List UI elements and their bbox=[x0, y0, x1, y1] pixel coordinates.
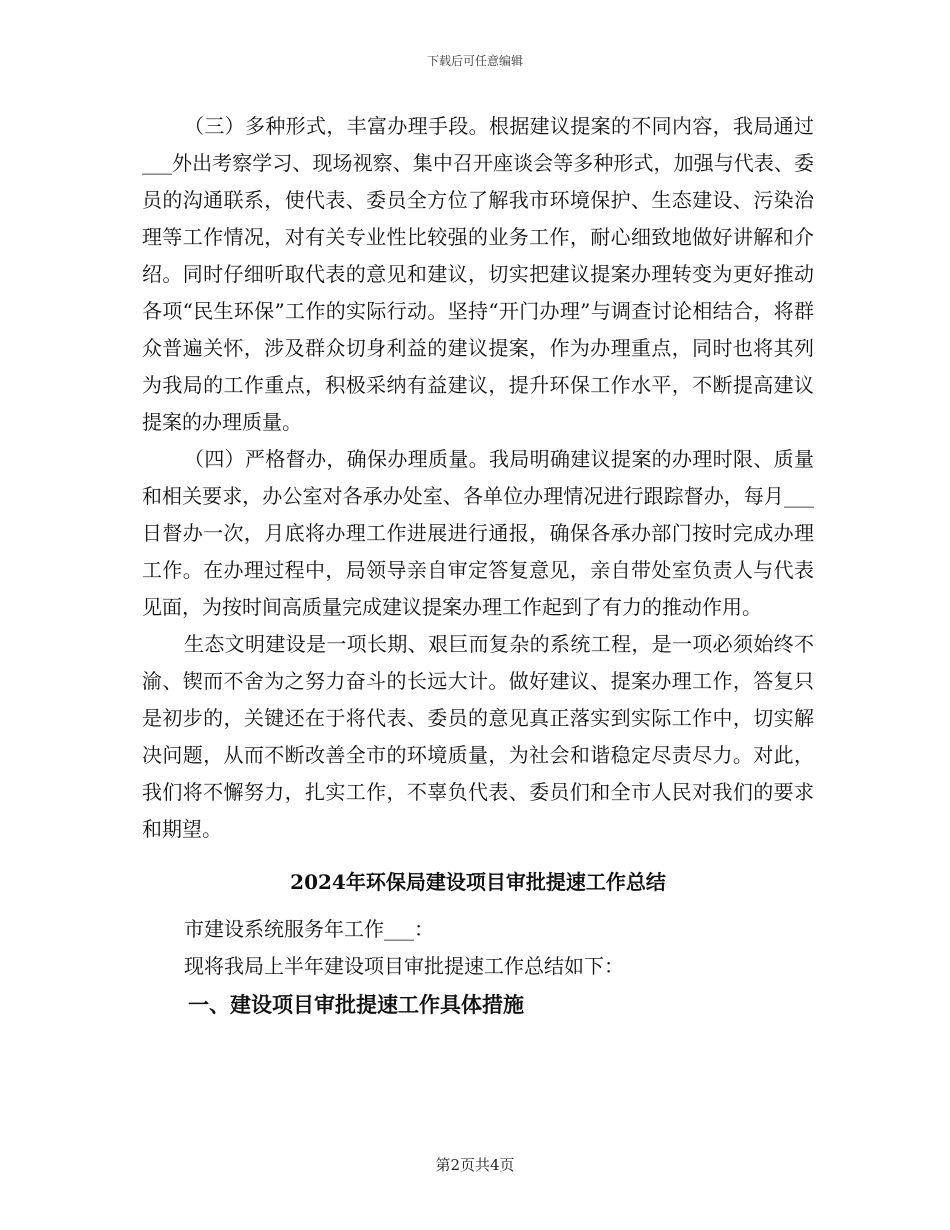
paragraph-three: （三）多种形式，丰富办理手段。根据建议提案的不同内容，我局通过___外出考察学习、现场视察、集中召开座谈会等多种形式，加强与代表、委员的沟通联系，使代表、委员全方位了解我市环境保护、生态建设、污染治理等工作情况，对有关专业性比较强的业务工作，耐心细致地做好讲解和介绍。同时仔细听取代表的意见和建议，切实把建议提案办理转变为更好推动各项“民生环保”工作的实际行动。坚持“开门办理”与调查讨论相结合，将群众普遍关怀，涉及群众切身利益的建议提案，作为办理重点，同时也将其列为我局的工作重点，积极采纳有益建议，提升环保工作水平，不断提高建议提案的办理质量。 bbox=[142, 114, 814, 434]
header-note: 下载后可任意编辑 bbox=[426, 54, 523, 68]
section-heading: 一、建设项目审批提速工作具体措施 bbox=[188, 993, 524, 1017]
paragraph-conclusion: 生态文明建设是一项长期、艰巨而复杂的系统工程，是一项必须始终不渝、锲而不舍为之努力奋斗的长远大计。做好建议、提案办理工作，答复只是初步的，关键还在于将代表、委员的意见真正落实到实际工作中，切实解决问题，从而不断改善全市的环境质量，为社会和谐稳定尽责尽力。对此，我们将不懈努力，扎实工作，不辜负代表、委员们和全市人民对我们的要求和期望。 bbox=[142, 632, 814, 841]
addressee-line: 市建设系统服务年工作___： bbox=[184, 917, 434, 941]
document-title: 2024年环保局建设项目审批提速工作总结 bbox=[290, 870, 666, 894]
page-indicator: 第2页共4页 bbox=[435, 1156, 515, 1174]
document-body bbox=[142, 108, 814, 1025]
paragraph-four: （四）严格督办，确保办理质量。我局明确建议提案的办理时限、质量和相关要求，办公室对各承办处室、各单位办理情况进行跟踪督办，每月___日督办一次，月底将办理工作进展进行通报，确保各承办部门按时完成办理工作。在办理过程中，局领导亲自审定答复意见，亲自带处室负责人与代表见面，为按时间高质量完成建议提案办理工作起到了有力的推动作用。 bbox=[142, 447, 814, 619]
intro-line: 现将我局上半年建设项目审批提速工作总结如下： bbox=[184, 954, 624, 978]
